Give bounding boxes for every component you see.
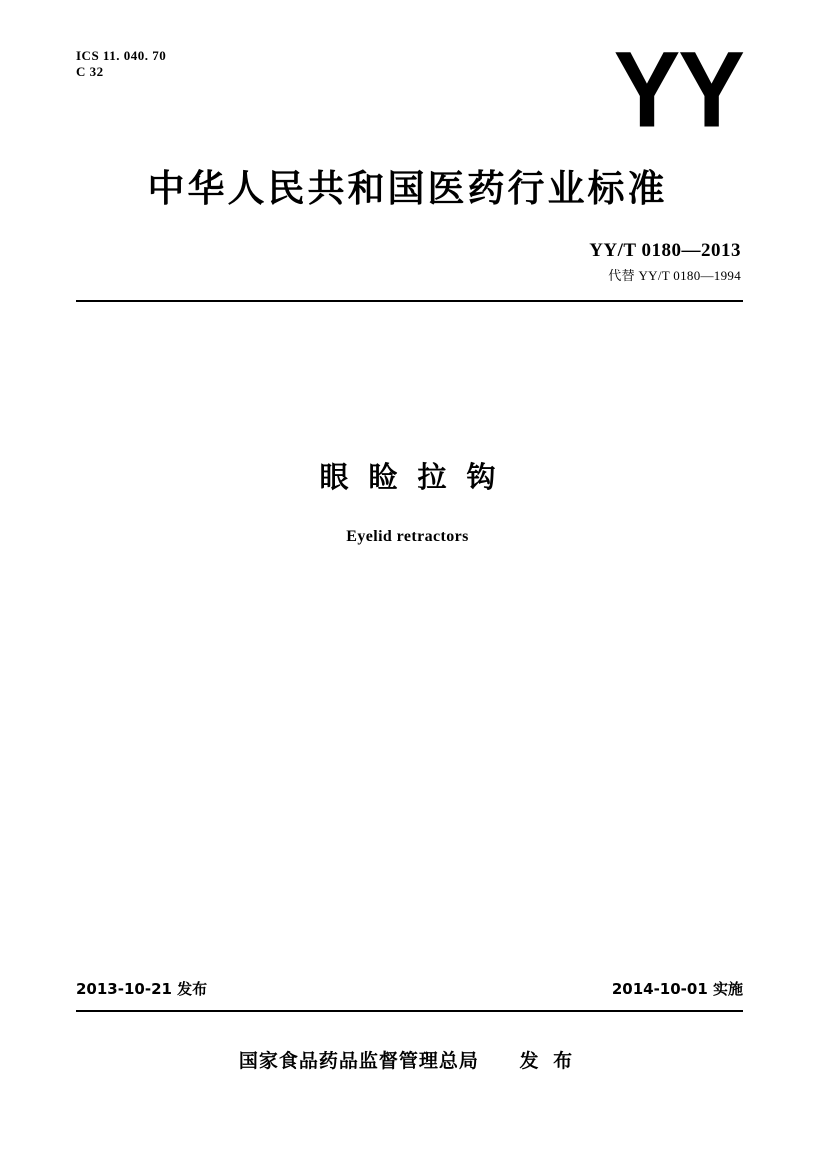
publisher-verb: 发 布 (519, 1050, 577, 1072)
document-title-english: Eyelid retractors (346, 528, 469, 545)
divider-bottom (76, 1010, 743, 1012)
ics-code: ICS 11. 040. 70 (76, 48, 167, 63)
standard-number: YY/T 0180—2013 (589, 240, 741, 261)
publisher-row (0, 1046, 815, 1073)
date-row (76, 978, 743, 1000)
publisher-name: 国家食品药品监督管理总局 (238, 1050, 479, 1072)
issue-date: 2013-10-21 发布 (76, 980, 208, 998)
standard-replaces-note: 代替 YY/T 0180—1994 (608, 268, 741, 283)
page-title: 中华人民共和国医药行业标准 (147, 167, 668, 210)
document-title-chinese: 眼睑拉钩 (319, 460, 516, 494)
ccs-code: C 32 (76, 64, 104, 79)
divider-top (76, 300, 743, 302)
ics-classification-block (76, 48, 166, 80)
effective-date: 2014-10-01 实施 (611, 980, 743, 998)
yy-standard-logo: YY (613, 29, 743, 151)
